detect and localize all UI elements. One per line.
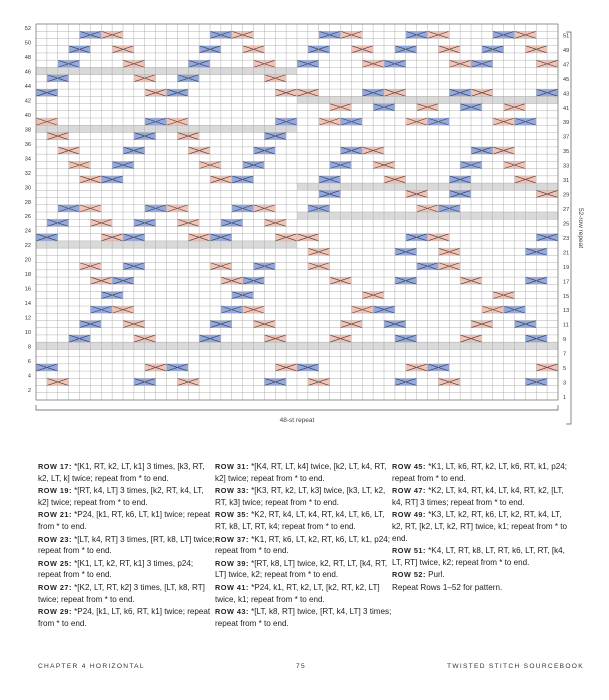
row-text: *K3, LT, k2, RT, k6, LT, k2, RT, k4, LT, k2, RT, [k2, LT, k2, RT] twice, k1; repeat from * to end. [392,510,567,543]
instruction-row [215,485,393,508]
instruction-row [392,461,570,484]
row-number-left: 48 [24,55,31,62]
row-text: *[RT, k8, LT] twice, k2, RT, LT, [k4, RT, LT] twice, k2; repeat from * to end. [215,558,388,580]
row-number-left: 16 [24,286,31,293]
row-number-left: 14 [24,301,31,307]
row-number-left: 38 [24,127,31,134]
row-number-right: 21 [563,250,570,257]
row-number-left: 4 [27,373,31,380]
row-number-right: 29 [563,192,570,199]
row-number-right: 45 [563,76,570,83]
horizontal-repeat-label: 48-st repeat [279,417,315,424]
row-label: ROW 52: [392,570,426,580]
row-number-right: 39 [563,120,570,127]
row-number-right: 17 [563,279,570,286]
vertical-repeat-label: 52-row repeat [577,207,584,249]
row-text: *P24, [k1, LT, k6, RT, k1] twice; repeat from * to end. [38,607,211,628]
row-label: ROW 27: [38,582,72,592]
instruction-row [38,582,216,605]
instruction-row [215,509,393,532]
row-number-right: 23 [563,235,570,242]
row-label: ROW 17: [38,462,72,471]
row-text: *P24, [k1, RT, k6, LT, k1] twice; repeat from * to end. [38,510,211,531]
row-number-left: 28 [24,199,31,206]
row-number-right: 19 [563,264,570,271]
row-number-left: 20 [24,257,31,264]
row-number-left: 30 [24,185,31,192]
row-number-right: 3 [563,380,567,387]
row-label: ROW 25: [38,558,72,568]
row-number-left: 2 [27,387,31,394]
instruction-row [392,582,570,594]
instructions-column-1 [38,461,216,630]
instruction-row [215,534,393,557]
row-text: *[K2, LT, RT, k2] 3 times, [LT, k8, RT] twice; repeat from * to end. [38,582,205,604]
row-number-right: 13 [563,308,570,315]
row-label: ROW 37: [215,534,249,544]
row-number-left: 24 [24,228,31,235]
row-text: *[K1, RT, k2, LT, k1] 3 times, [k3, RT, k2, LT, k] twice; repeat from * to end. [38,462,205,483]
row-number-left: 22 [24,243,31,250]
row-number-right: 37 [563,134,570,141]
row-text: Purl. [428,570,445,580]
row-number-left: 32 [24,170,31,177]
instruction-row [38,485,216,508]
row-text: *K1, RT, k6, LT, k2, RT, k6, LT, k1, p24; repeat from * to end. [215,534,391,556]
row-text: *[K4, RT, LT, k4] twice, [k2, LT, k4, RT, k2] twice; repeat from * to end. [215,462,387,483]
row-text: *P24, k1, RT, k2, LT, [k2, RT, k2, LT] twice, k1; repeat from * to end. [215,582,380,604]
instruction-row [38,606,216,629]
instruction-row [392,509,570,544]
footer-chapter: CHAPTER 4 HORIZONTAL [38,663,145,670]
row-number-right: 49 [563,47,570,54]
row-label: ROW 51: [392,546,426,556]
instruction-row [38,558,216,581]
row-number-right: 31 [563,178,570,185]
row-text: *[LT, k8, RT] twice, [RT, k4, LT] 3 times; repeat from * to end. [215,607,392,628]
instructions-column-3 [392,461,570,595]
row-number-right: 51 [563,33,570,40]
row-number-right: 1 [563,395,567,401]
row-number-left: 8 [27,344,31,351]
row-text: *K2, LT, k4, RT, k4, LT, k4, RT, k2, [LT, k4, RT] 3 times; repeat from * to end. [392,486,564,507]
row-label: ROW 43: [215,607,249,617]
row-number-left: 40 [24,113,31,119]
instruction-row [392,569,570,581]
row-label: ROW 41: [215,582,249,592]
row-number-right: 35 [563,149,570,156]
row-number-right: 27 [563,207,570,213]
row-number-left: 36 [24,141,31,148]
row-number-right: 25 [563,221,570,228]
row-number-right: 43 [563,91,570,98]
instruction-row [392,545,570,568]
row-text: *K2, RT, k4, LT, k4, RT, k4, LT, k6, LT, RT, k8, LT, RT, k4; repeat from * to end. [215,510,385,531]
row-label: ROW 49: [392,510,426,520]
row-label: ROW 31: [215,462,249,471]
row-text: *K1, LT, k6, RT, k2, LT, k6, RT, k1, p24; repeat from * to end. [392,462,568,483]
row-number-right: 9 [563,337,567,344]
row-number-right: 11 [563,322,569,329]
instructions-column-2 [215,461,393,630]
row-number-left: 52 [24,26,31,33]
instruction-row [215,558,393,581]
row-label: ROW 21: [38,510,72,520]
instruction-row [215,461,393,484]
row-text: *[K3, RT, k2, LT, k3] twice, [k3, LT, k2, RT, k3] twice; repeat from * to end. [215,486,386,507]
row-number-left: 50 [24,40,31,47]
row-number-right: 41 [563,105,570,112]
row-text: Repeat Rows 1–52 for pattern. [392,582,503,592]
row-label: ROW 47: [392,486,426,496]
row-label: ROW 29: [38,607,72,617]
footer-book-title: TWISTED STITCH SOURCEBOOK [447,663,584,670]
row-label: ROW 23: [38,534,72,544]
row-number-left: 46 [24,69,31,76]
instruction-row [215,606,393,629]
row-number-right: 47 [563,62,570,69]
instruction-row [392,485,570,508]
row-label: ROW 19: [38,486,72,496]
row-label: ROW 33: [215,486,249,496]
row-text: *K4, LT, RT, k8, LT, RT, k6, LT, RT, [k4, LT, RT] twice, k2; repeat from * to end. [392,546,565,567]
row-label: ROW 45: [392,462,426,471]
row-number-right: 15 [563,293,570,300]
row-number-left: 18 [24,272,31,279]
row-number-left: 34 [24,156,31,163]
instruction-row [215,582,393,605]
row-text: *[LT, k4, RT] 3 times, [RT, k8, LT] twice; repeat from * to end. [38,534,215,556]
instruction-row [38,509,216,532]
instruction-row [38,534,216,557]
footer-page-number: 75 [296,663,306,670]
row-label: ROW 39: [215,558,249,568]
row-number-right: 7 [563,351,567,358]
row-number-left: 6 [27,358,31,365]
row-label: ROW 35: [215,510,249,520]
row-text: *[K1, LT, k2, RT, k1] 3 times, p24; repeat from * to end. [38,558,194,580]
instruction-row [38,461,216,484]
row-number-left: 10 [24,329,31,336]
row-text: *[RT, k4, LT] 3 times, [k2, RT, k4, LT, k2] twice; repeat from * to end. [38,486,204,507]
row-number-left: 42 [24,98,31,105]
row-number-left: 44 [24,84,31,91]
row-number-left: 12 [24,315,31,322]
horizontal-repeat-bracket [36,405,558,410]
row-number-left: 26 [24,214,31,221]
row-number-right: 5 [563,366,567,373]
row-number-right: 33 [563,163,570,170]
